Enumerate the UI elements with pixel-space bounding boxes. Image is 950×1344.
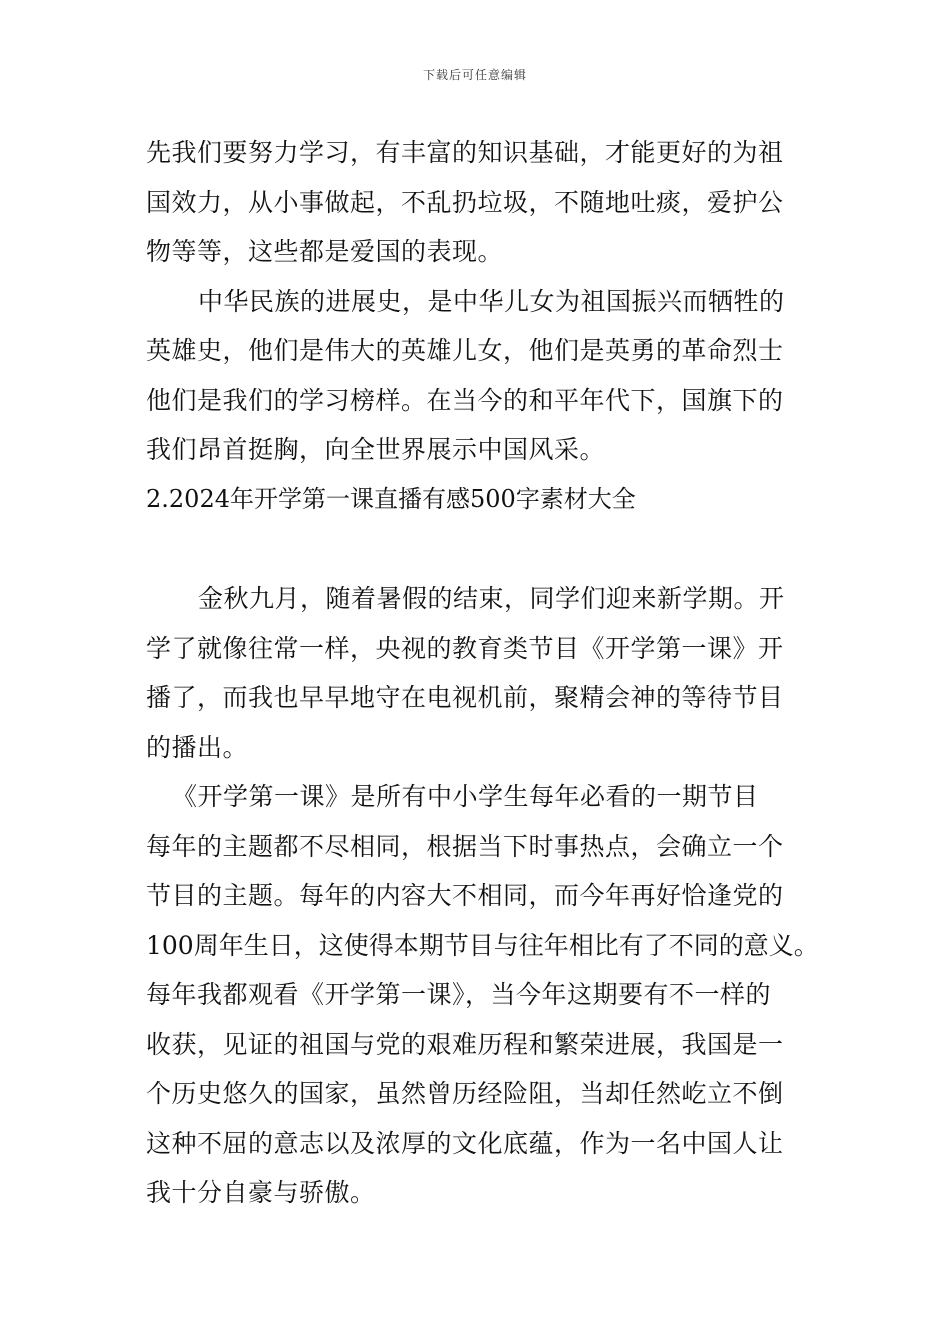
document-body [146,128,826,1218]
paragraph-line: 学了就像往常一样，央视的教育类节目《开学第一课》开 [146,633,784,663]
paragraph-line: 播了，而我也早早地守在电视机前，聚精会神的等待节目 [146,683,784,712]
paragraph-line: 他们是我们的学习榜样。在当今的和平年代下，国旗下的 [146,385,784,415]
paragraph-line: 的播出。 [146,732,249,762]
paragraph-line: 收获，见证的祖国与党的艰难历程和繁荣进展，我国是一 [146,1029,784,1059]
blank-line [146,524,826,574]
paragraph-line: 物等等，这些都是爱国的表现。 [146,237,504,266]
paragraph-line: 100周年生日，这使得本期节目与往年相比有了不同的意义。 [146,930,819,960]
paragraph-line: 中华民族的进展史，是中华儿女为祖国振兴而牺牲的 [198,286,785,316]
paragraph-line: 我十分自豪与骄傲。 [146,1178,376,1207]
paragraph-line: 每年我都观看《开学第一课》，当今年这期要有不一样的 [146,980,772,1009]
paragraph-line: 国效力，从小事做起，不乱扔垃圾，不随地吐痰，爱护公 [146,187,784,217]
paragraph-line: 英雄史，他们是伟大的英雄儿女，他们是英勇的革命烈士 [146,336,784,365]
paragraph-line: 金秋九月，随着暑假的结束，同学们迎来新学期。开 [198,584,785,613]
paragraph-2 [146,277,826,475]
section-heading: 2.2024年开学第一课直播有感500字素材大全 [146,484,636,513]
paragraph-1 [146,128,826,277]
paragraph-3 [146,574,826,772]
paragraph-4 [146,772,826,1218]
paragraph-line: 先我们要努力学习，有丰富的知识基础，才能更好的为祖 [146,138,784,167]
paragraph-line: 这种不屈的意志以及浓厚的文化底蕴，作为一名中国人让 [146,1128,784,1158]
header-note: 下载后可任意编辑 [422,68,527,82]
paragraph-line: 每年的主题都不尽相同，根据当下时事热点，会确立一个 [146,831,784,861]
paragraph-line: 个历史悠久的国家，虽然曾历经险阻，当却任然屹立不倒 [146,1079,784,1108]
paragraph-line: 我们昂首挺胸，向全世界展示中国风采。 [146,435,606,464]
paragraph-line: 节目的主题。每年的内容大不相同，而今年再好恰逢党的 [146,881,784,910]
paragraph-line: 《开学第一课》是所有中小学生每年必看的一期节目 [172,782,759,811]
